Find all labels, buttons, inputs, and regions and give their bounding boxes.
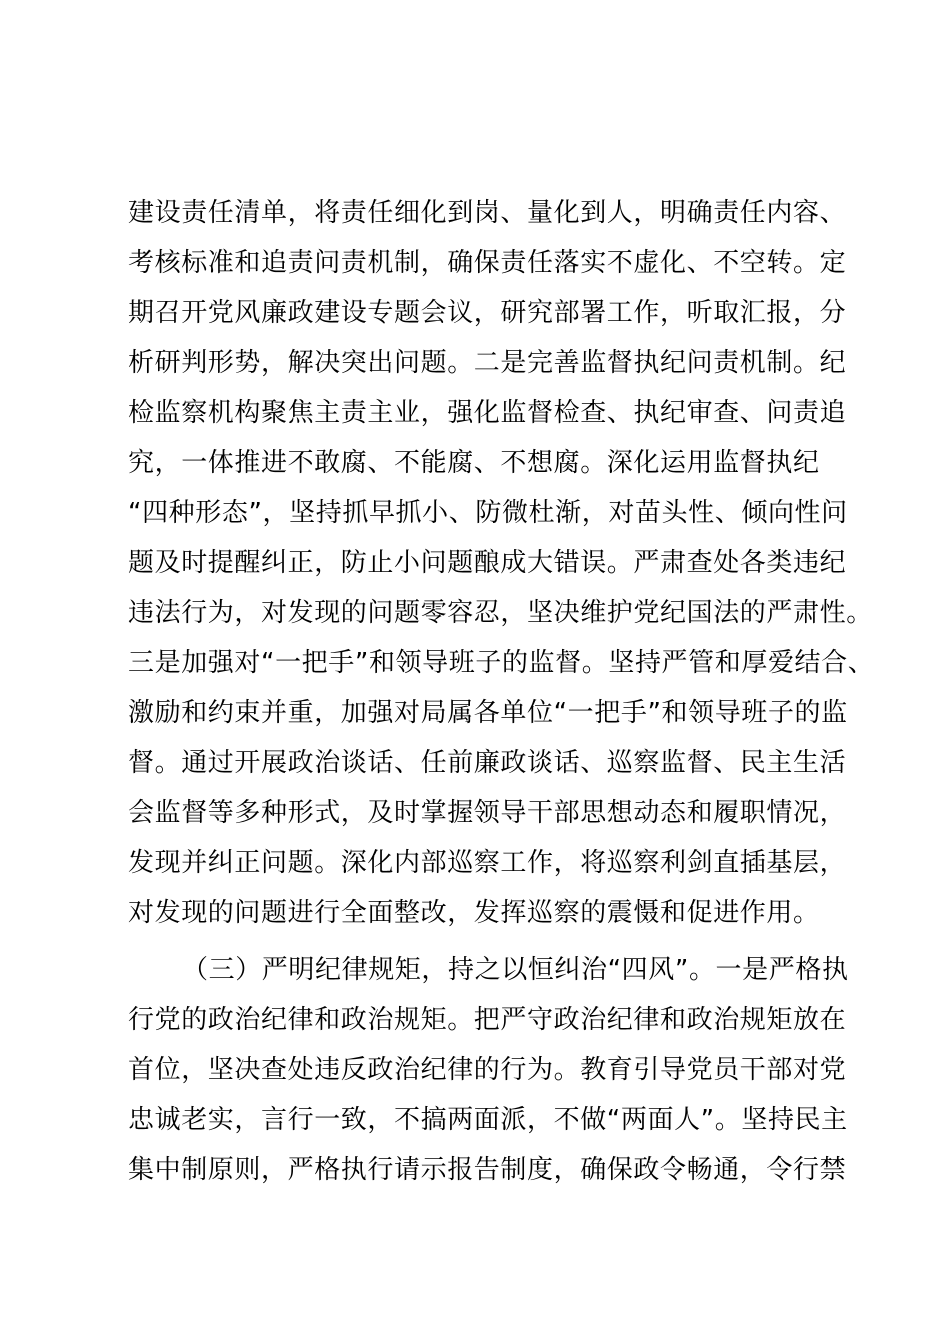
section-heading-line: （三）严明纪律规矩，持之以恒纠治“四风”。一是严格执 bbox=[182, 955, 849, 985]
text-line: 究，一体推进不敢腐、不能腐、不想腐。深化运用监督执纪 bbox=[128, 448, 820, 478]
text-line: 违法行为，对发现的问题零容忍，坚决维护党纪国法的严肃性。 bbox=[128, 598, 873, 628]
text-line: 对发现的问题进行全面整改，发挥巡察的震慑和促进作用。 bbox=[128, 898, 820, 928]
text-line: 会监督等多种形式，及时掌握领导干部思想动态和履职情况， bbox=[128, 798, 847, 828]
text-line: 行党的政治纪律和政治规矩。把严守政治纪律和政治规矩放在 bbox=[128, 1005, 847, 1035]
text-line: 激励和约束并重，加强对局属各单位“一把手”和领导班子的监 bbox=[128, 698, 848, 728]
text-line: 忠诚老实，言行一致，不搞两面派，不做“两面人”。坚持民主 bbox=[128, 1105, 848, 1135]
text-line: 督。通过开展政治谈话、任前廉政谈话、巡察监督、民主生活 bbox=[128, 748, 847, 778]
text-line: 检监察机构聚焦主责主业，强化监督检查、执纪审查、问责追 bbox=[128, 398, 847, 428]
text-line: 发现并纠正问题。深化内部巡察工作，将巡察利剑直插基层， bbox=[128, 848, 847, 878]
text-line: 建设责任清单，将责任细化到岗、量化到人，明确责任内容、 bbox=[128, 198, 847, 228]
text-line: 题及时提醒纠正，防止小问题酿成大错误。严肃查处各类违纪 bbox=[128, 548, 847, 578]
text-line: 析研判形势，解决突出问题。二是完善监督执纪问责机制。纪 bbox=[128, 348, 847, 378]
text-line: 考核标准和追责问责机制，确保责任落实不虚化、不空转。定 bbox=[128, 248, 847, 278]
text-line: “四种形态”，坚持抓早抓小、防微杜渐，对苗头性、倾向性问 bbox=[128, 498, 848, 528]
text-line: 首位，坚决查处违反政治纪律的行为。教育引导党员干部对党 bbox=[128, 1055, 847, 1085]
text-line: 期召开党风廉政建设专题会议，研究部署工作，听取汇报，分 bbox=[128, 298, 847, 328]
text-line: 集中制原则，严格执行请示报告制度，确保政令畅通，令行禁 bbox=[128, 1155, 847, 1185]
text-line: 三是加强对“一把手”和领导班子的监督。坚持严管和厚爱结合、 bbox=[128, 648, 875, 678]
